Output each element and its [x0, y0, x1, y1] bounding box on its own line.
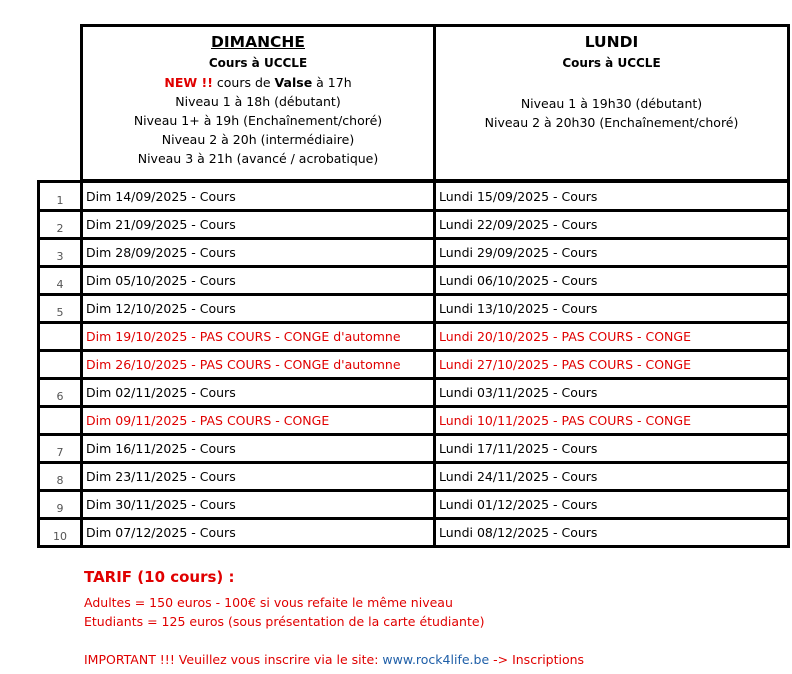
row-number: 6 — [40, 380, 83, 405]
monday-cell: Lundi 13/10/2025 - Cours — [439, 301, 598, 316]
website-link[interactable]: www.rock4life.be — [382, 652, 490, 667]
row-number: 9 — [40, 492, 83, 517]
table-row — [40, 489, 787, 517]
table-row — [40, 293, 787, 321]
row-number: 3 — [40, 240, 83, 265]
monday-cell: Lundi 01/12/2025 - Cours — [439, 497, 598, 512]
new-mid: cours de — [212, 75, 275, 90]
sunday-new-line — [83, 73, 433, 92]
sunday-cell: Dim 12/10/2025 - Cours — [83, 296, 436, 321]
row-number — [40, 352, 83, 377]
sunday-cell: Dim 23/11/2025 - Cours — [83, 464, 436, 489]
monday-title: LUNDI — [584, 33, 639, 51]
row-number: 10 — [40, 520, 83, 545]
tarif-students: Etudiants = 125 euros (sous présentation de la carte étudiante) — [84, 614, 485, 629]
sunday-cell: Dim 09/11/2025 - PAS COURS - CONGE — [83, 408, 436, 433]
row-number — [40, 408, 83, 433]
schedule-table — [37, 180, 790, 548]
important-text: IMPORTANT !!! Veuillez vous inscrire via le site: — [84, 652, 383, 667]
new-suffix: à 17h — [312, 75, 352, 90]
sunday-cell: Dim 07/12/2025 - Cours — [83, 520, 436, 545]
sunday-cell: Dim 21/09/2025 - Cours — [83, 212, 436, 237]
sunday-cell: Dim 16/11/2025 - Cours — [83, 436, 436, 461]
sunday-level: Niveau 2 à 20h (intermédiaire) — [161, 132, 355, 147]
sunday-cell: Dim 26/10/2025 - PAS COURS - CONGE d'automne — [83, 352, 436, 377]
table-row — [40, 349, 787, 377]
sunday-level: Niveau 1+ à 19h (Enchaînement/choré) — [133, 113, 383, 128]
monday-level: Niveau 2 à 20h30 (Enchaînement/choré) — [484, 115, 739, 130]
new-badge: NEW !! — [164, 75, 213, 90]
monday-level: Niveau 1 à 19h30 (débutant) — [520, 96, 703, 111]
table-row — [40, 209, 787, 237]
table-row — [40, 433, 787, 461]
table-row — [40, 237, 787, 265]
table-row — [40, 321, 787, 349]
monday-cell: Lundi 24/11/2025 - Cours — [439, 469, 598, 484]
sunday-title: DIMANCHE — [211, 33, 305, 51]
row-number — [40, 324, 83, 349]
sunday-level: Niveau 3 à 21h (avancé / acrobatique) — [137, 151, 379, 166]
row-number: 1 — [40, 183, 83, 209]
table-row — [40, 265, 787, 293]
monday-cell: Lundi 22/09/2025 - Cours — [439, 217, 598, 232]
monday-subtitle: Cours à UCCLE — [562, 56, 661, 70]
monday-header — [436, 27, 787, 179]
sunday-level: Niveau 1 à 18h (débutant) — [175, 94, 341, 109]
monday-cell: Lundi 10/11/2025 - PAS COURS - CONGE — [439, 413, 691, 428]
sunday-subtitle: Cours à UCCLE — [208, 56, 308, 70]
sunday-cell: Dim 14/09/2025 - Cours — [83, 183, 436, 209]
row-number: 7 — [40, 436, 83, 461]
tarif-adults: Adultes = 150 euros - 100€ si vous refaite le même niveau — [84, 595, 453, 610]
monday-cell: Lundi 03/11/2025 - Cours — [439, 385, 598, 400]
monday-cell: Lundi 15/09/2025 - Cours — [439, 188, 598, 204]
table-row — [40, 405, 787, 433]
table-row — [40, 517, 787, 545]
important-notice — [84, 652, 584, 667]
sunday-cell: Dim 30/11/2025 - Cours — [83, 492, 436, 517]
monday-cell: Lundi 27/10/2025 - PAS COURS - CONGE — [439, 357, 691, 372]
row-number: 4 — [40, 268, 83, 293]
sunday-cell: Dim 19/10/2025 - PAS COURS - CONGE d'automne — [83, 324, 436, 349]
important-suffix: -> Inscriptions — [489, 652, 585, 667]
sunday-cell: Dim 05/10/2025 - Cours — [83, 268, 436, 293]
row-number: 2 — [40, 212, 83, 237]
tarif-title: TARIF (10 cours) : — [84, 568, 235, 586]
sunday-header — [83, 27, 436, 179]
schedule-header — [80, 24, 790, 182]
monday-cell: Lundi 29/09/2025 - Cours — [439, 245, 598, 260]
monday-cell: Lundi 06/10/2025 - Cours — [439, 273, 598, 288]
table-row — [40, 183, 787, 209]
monday-cell: Lundi 17/11/2025 - Cours — [439, 441, 598, 456]
new-bold: Valse — [274, 75, 313, 90]
table-row — [40, 377, 787, 405]
monday-cell: Lundi 08/12/2025 - Cours — [439, 525, 598, 540]
sunday-cell: Dim 28/09/2025 - Cours — [83, 240, 436, 265]
monday-cell: Lundi 20/10/2025 - PAS COURS - CONGE — [439, 329, 691, 344]
row-number: 8 — [40, 464, 83, 489]
table-row — [40, 461, 787, 489]
row-number: 5 — [40, 296, 83, 321]
sunday-cell: Dim 02/11/2025 - Cours — [83, 380, 436, 405]
